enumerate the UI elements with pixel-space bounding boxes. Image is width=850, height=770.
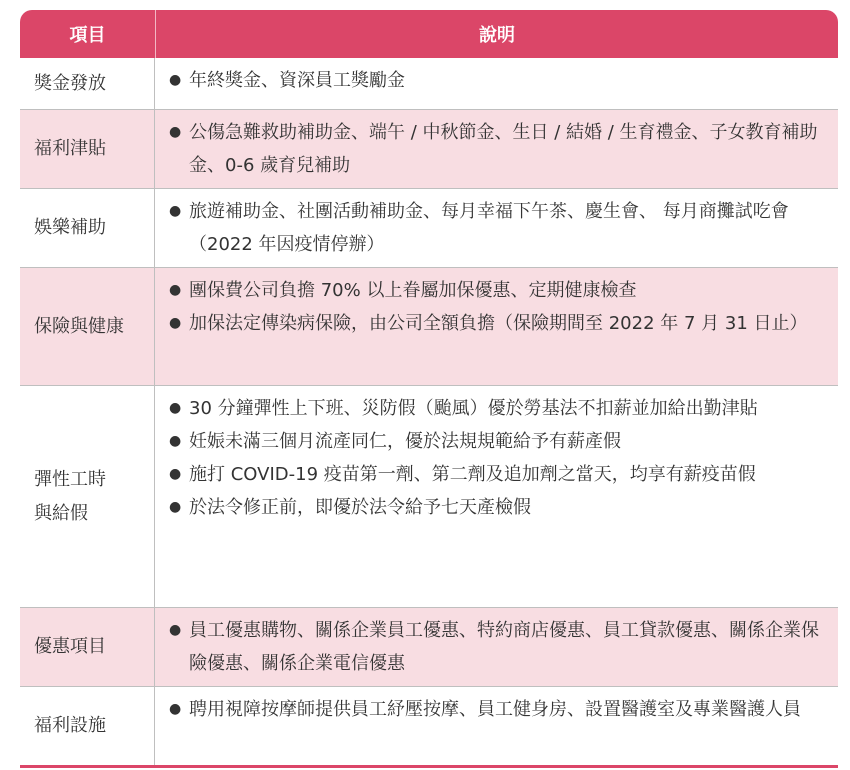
table-row (20, 687, 838, 765)
list-item: ● 公傷急難救助補助金、端午 / 中秋節金、生日 / 結婚 / 生育禮金、子女教育補助金、0-6 歲育兒補助 (169, 116, 828, 182)
bullet-icon: ● (169, 622, 182, 638)
bullet-icon: ● (169, 433, 182, 449)
list-item: ● 30 分鐘彈性上下班、災防假（颱風）優於勞基法不扣薪並加給出勤津貼 (169, 392, 828, 425)
table-row (20, 268, 838, 386)
bullet-icon: ● (169, 315, 182, 331)
row-label: 保險與健康 (20, 268, 155, 385)
row-description (155, 687, 838, 765)
list-item: ● 年終獎金、資深員工獎勵金 (169, 64, 828, 97)
bullet-icon: ● (169, 72, 182, 88)
row-label: 娛樂補助 (20, 189, 155, 267)
row-label: 福利津貼 (20, 110, 155, 188)
bullet-icon: ● (169, 466, 182, 482)
table-row (20, 110, 838, 189)
header-item: 項目 (20, 10, 156, 58)
row-description (155, 608, 838, 686)
row-description (155, 189, 838, 267)
bullet-icon: ● (169, 282, 182, 298)
table-row (20, 386, 838, 608)
list-item: ● 施打 COVID-19 疫苗第一劑、第二劑及追加劑之當天，均享有薪疫苗假 (169, 458, 828, 491)
list-item: ● 團保費公司負擔 70% 以上眷屬加保優惠、定期健康檢查 (169, 274, 828, 307)
header-description: 說明 (479, 25, 515, 46)
table-header (20, 10, 838, 58)
row-description (155, 386, 838, 607)
bullet-icon: ● (169, 400, 182, 416)
row-label-line: 與給假 (34, 502, 88, 524)
list-item: ● 員工優惠購物、關係企業員工優惠、特約商店優惠、員工貸款優惠、關係企業保險優惠、關係企業電信優惠 (169, 614, 828, 680)
row-description (155, 58, 838, 109)
row-label: 福利設施 (20, 687, 155, 765)
table-row (20, 58, 838, 110)
table-row (20, 189, 838, 268)
table-row (20, 608, 838, 687)
row-description (155, 110, 838, 188)
row-label: 獎金發放 (20, 58, 155, 109)
list-item: ● 於法令修正前，即優於法令給予七天產檢假 (169, 491, 828, 524)
bullet-icon: ● (169, 701, 182, 717)
list-item: ● 聘用視障按摩師提供員工紓壓按摩、員工健身房、設置醫護室及專業醫護人員 (169, 693, 828, 726)
bullet-icon: ● (169, 203, 182, 219)
row-label: 優惠項目 (20, 608, 155, 686)
table-bottom-rule (20, 765, 838, 768)
list-item: ● 加保法定傳染病保險，由公司全額負擔（保險期間至 2022 年 7 月 31 日止） (169, 307, 828, 340)
row-label (20, 386, 155, 607)
bullet-icon: ● (169, 499, 182, 515)
row-label-line: 彈性工時 (34, 468, 106, 490)
bullet-icon: ● (169, 124, 182, 140)
list-item: ● 妊娠未滿三個月流產同仁，優於法規規範給予有薪產假 (169, 425, 828, 458)
list-item: ● 旅遊補助金、社團活動補助金、每月幸福下午茶、慶生會、 每月商攤試吃會（2022 年因疫情停辦） (169, 195, 828, 261)
benefits-table (20, 10, 838, 768)
row-description (155, 268, 838, 385)
